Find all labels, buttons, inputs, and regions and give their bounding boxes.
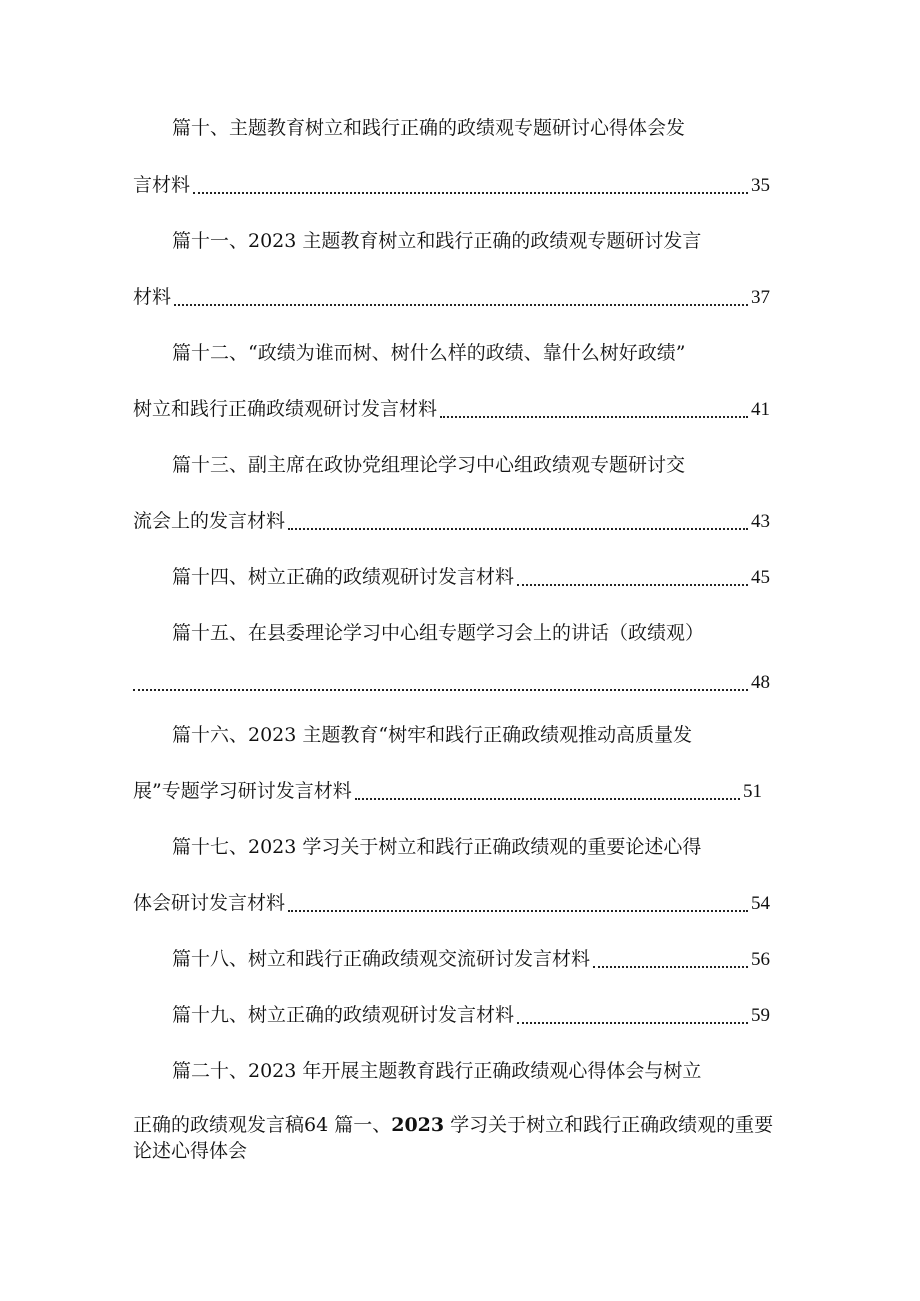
- toc-leader-dots: [517, 1020, 748, 1024]
- toc-page-number: 56: [751, 949, 770, 970]
- toc-entry-13-title: 篇十三、副主席在政协党组理论学习中心组政绩观专题研讨交: [172, 454, 686, 476]
- toc-leader-dots: [593, 964, 748, 968]
- toc-entry-17-line[interactable]: [133, 890, 770, 917]
- toc-entry-19-line[interactable]: [172, 1002, 770, 1029]
- toc-leader-dots: [288, 526, 748, 530]
- toc-entry-15-line[interactable]: [133, 670, 770, 696]
- toc-page-number: 35: [751, 175, 770, 196]
- toc-page-number: 48: [751, 672, 770, 693]
- toc-entry-11-title: 篇十一、2023 主题教育树立和践行正确的政绩观专题研讨发言: [172, 230, 702, 252]
- toc-entry-17-title: 篇十七、2023 学习关于树立和践行正确政绩观的重要论述心得: [172, 836, 702, 858]
- toc-entry-10-line[interactable]: [133, 172, 770, 199]
- continuation-text: 正确的政绩观发言稿64 篇一、: [133, 1114, 392, 1136]
- toc-leader-dots: [133, 687, 748, 691]
- continuation-rest: 学习关于树立和践行正确政绩观的重要: [444, 1114, 774, 1136]
- toc-entry-16-title: 篇十六、2023 主题教育“树牢和践行正确政绩观推动高质量发: [172, 724, 693, 746]
- toc-entry-text: 体会研讨发言材料: [133, 892, 286, 914]
- toc-page-number: 37: [751, 287, 770, 308]
- toc-entry-11-line[interactable]: [133, 284, 770, 311]
- toc-entry-text: 篇十八、树立和践行正确政绩观交流研讨发言材料: [172, 948, 591, 970]
- toc-entry-18-line[interactable]: [172, 946, 770, 973]
- toc-entry-14-line[interactable]: [172, 564, 770, 591]
- toc-page-number: 41: [751, 399, 770, 420]
- toc-entry-20-continuation: [133, 1112, 813, 1164]
- toc-page-number: 43: [751, 511, 770, 532]
- toc-page-number: 45: [751, 567, 770, 588]
- toc-entry-text: 流会上的发言材料: [133, 510, 286, 532]
- toc-entry-13-line[interactable]: [133, 508, 770, 535]
- toc-page-number: 54: [751, 893, 770, 914]
- toc-leader-dots: [440, 414, 748, 418]
- toc-leader-dots: [288, 908, 748, 912]
- toc-entry-text: 言材料: [133, 174, 191, 196]
- toc-entry-15-title: 篇十五、在县委理论学习中心组专题学习会上的讲话（政绩观）: [172, 622, 705, 644]
- toc-leader-dots: [193, 190, 748, 194]
- toc-entry-10-title: 篇十、主题教育树立和践行正确的政绩观专题研讨心得体会发: [172, 117, 686, 139]
- toc-entry-20-title: 篇二十、2023 年开展主题教育践行正确政绩观心得体会与树立: [172, 1060, 702, 1082]
- toc-page-number: 51: [743, 781, 762, 802]
- toc-leader-dots: [174, 302, 748, 306]
- toc-entry-text: 树立和践行正确政绩观研讨发言材料: [133, 398, 438, 420]
- toc-entry-text: 篇十四、树立正确的政绩观研讨发言材料: [172, 566, 515, 588]
- toc-entry-12-title: 篇十二、“政绩为谁而树、树什么样的政绩、靠什么树好政绩”: [172, 342, 686, 364]
- toc-entry-text: 篇十九、树立正确的政绩观研讨发言材料: [172, 1004, 515, 1026]
- toc-entry-12-line[interactable]: [133, 396, 770, 423]
- continuation-year: 2023: [391, 1114, 445, 1136]
- continuation-line-2: 论述心得体会: [133, 1140, 248, 1162]
- toc-entry-16-line[interactable]: [133, 778, 762, 805]
- toc-leader-dots: [517, 582, 748, 586]
- toc-entry-text: 展”专题学习研讨发言材料: [133, 780, 352, 802]
- toc-entry-text: 材料: [133, 286, 172, 308]
- toc-page-number: 59: [751, 1005, 770, 1026]
- toc-leader-dots: [355, 796, 740, 800]
